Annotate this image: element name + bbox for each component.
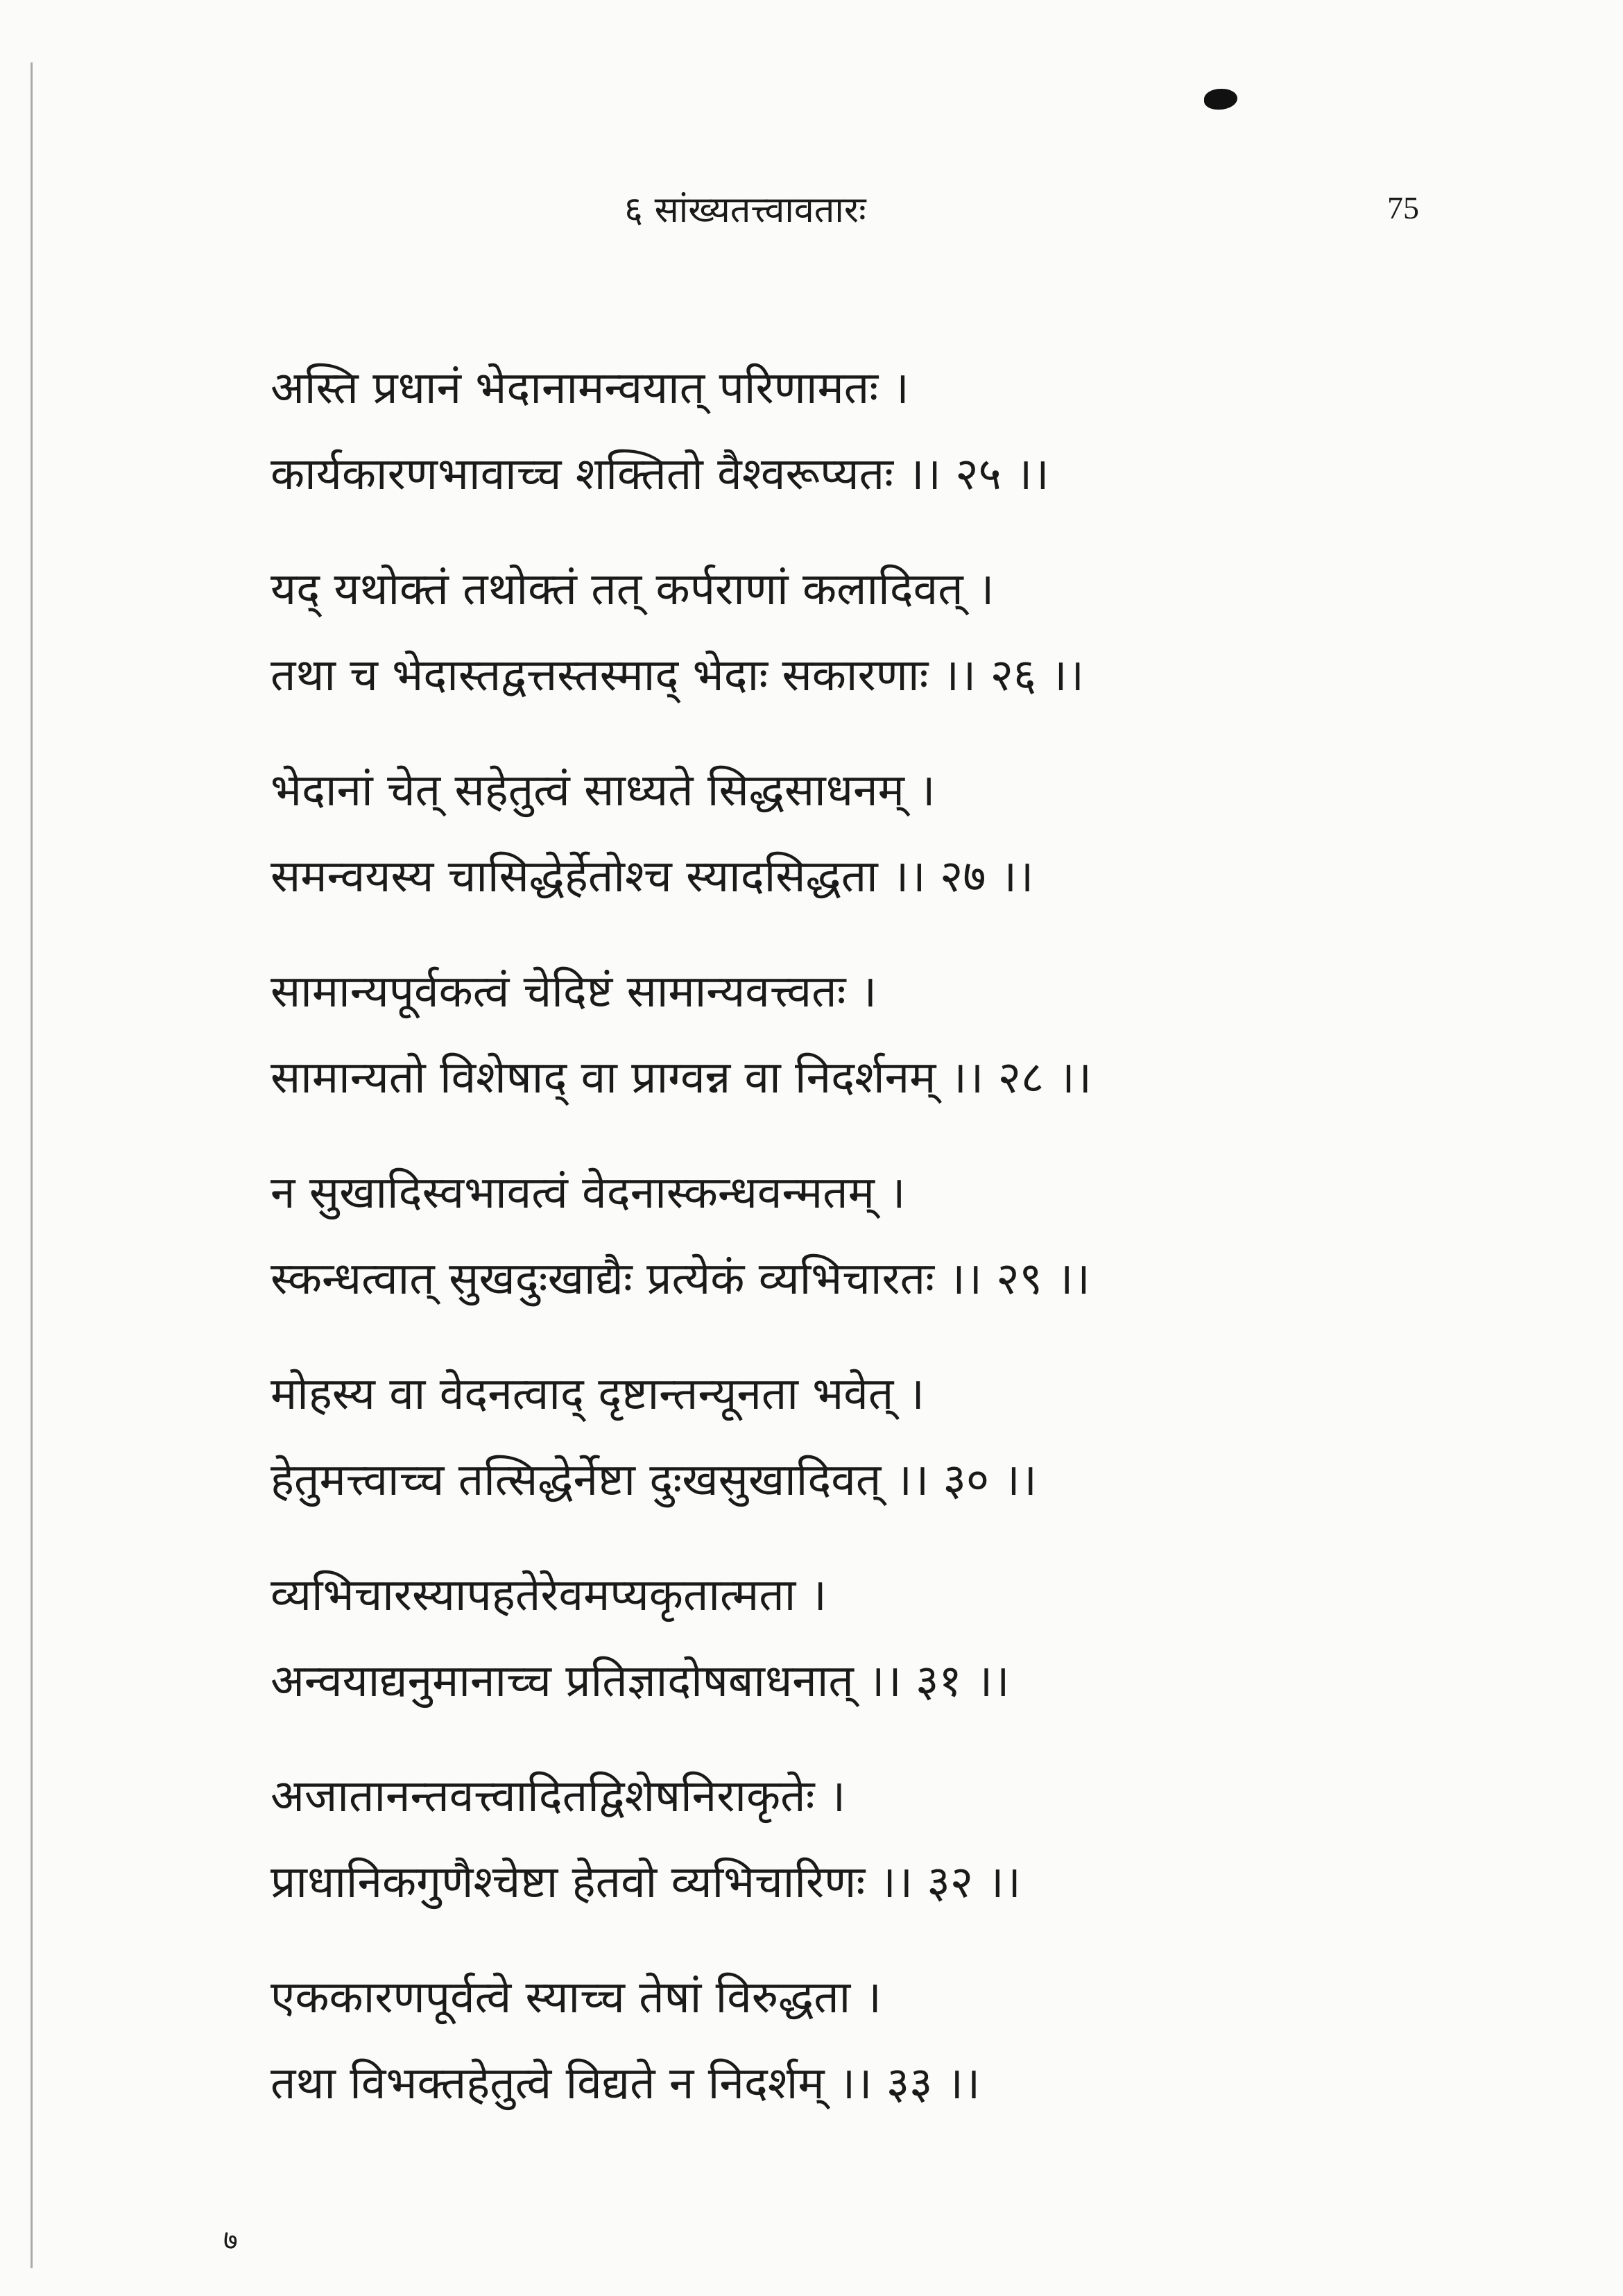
verse-line: तथा च भेदास्तद्वत्तस्तस्माद् भेदाः सकारणाः ।। २६ ।। (270, 650, 1085, 701)
verse-line: अजातानन्तवत्त्वादितद्विशेषनिराकृतेः । (270, 1771, 846, 1822)
verse-28 (270, 949, 1450, 1121)
verse-line: तथा विभक्तहेतुत्वे विद्यते न निदर्शम् ।। ३३ ।। (270, 2058, 981, 2109)
verse-29 (270, 1150, 1450, 1322)
verse-31 (270, 1552, 1450, 1724)
verse-line: न सुखादिस्वभावत्वं वेदनास्कन्धवन्मतम् । (270, 1167, 906, 1219)
verse-32 (270, 1754, 1450, 1926)
signature-mark: ७ (223, 2225, 238, 2256)
verse-line: प्राधानिकगुणैश्चेष्टा हेतवो व्यभिचारिणः ।। ३२ ।। (270, 1857, 1021, 1908)
verse-line: मोहस्य वा वेदनत्वाद् दृष्टान्तन्यूनता भवेत् । (270, 1369, 925, 1420)
verse-line: अस्ति प्रधानं भेदानामन्वयात् परिणामतः । (270, 363, 909, 414)
verse-27 (270, 748, 1450, 920)
running-header-title: ६ सांख्यतत्त्वावतारः (624, 189, 866, 231)
verse-26 (270, 547, 1450, 719)
verse-block (270, 345, 1450, 2156)
verse-line: हेतुमत्त्वाच्च तत्सिद्धेर्नेष्टा दुःखसुखादिवत् ।। ३० ।। (270, 1455, 1037, 1506)
ink-blot-mark (1204, 89, 1237, 110)
verse-line: कार्यकारणभावाच्च शक्तितो वैश्वरूप्यतः ।। २५ ।। (270, 449, 1049, 500)
verse-30 (270, 1351, 1450, 1523)
verse-line: सामान्यतो विशेषाद् वा प्राग्वन्न वा निदर्शनम् ।। २८ ।। (270, 1052, 1092, 1104)
verse-line: समन्वयस्य चासिद्धेर्हेतोश्च स्यादसिद्धता ।। २७ ।। (270, 851, 1034, 902)
verse-25 (270, 345, 1450, 517)
page-number: 75 (1387, 190, 1419, 225)
verse-33 (270, 1955, 1450, 2127)
verse-line: स्कन्धत्वात् सुखदुःखाद्यैः प्रत्येकं व्यभिचारतः ।। २९ ।। (270, 1253, 1090, 1305)
verse-line: व्यभिचारस्यापहतेरेवमप्यकृतात्मता । (270, 1570, 827, 1621)
running-header (0, 184, 1623, 246)
verse-line: एककारणपूर्वत्वे स्याच्च तेषां विरुद्धता । (270, 1972, 882, 2023)
verse-line: यद् यथोक्तं तथोक्तं तत् कर्पराणां कलादिवत् । (270, 564, 995, 615)
verse-line: सामान्यपूर्वकत्वं चेदिष्टं सामान्यवत्त्वतः । (270, 966, 877, 1018)
binding-edge-rule (31, 62, 33, 2268)
verse-line: अन्वयाद्यनुमानाच्च प्रतिज्ञादोषबाधनात् ।। ३१ ।। (270, 1656, 1010, 1707)
verse-line: भेदानां चेत् सहेतुत्वं साध्यते सिद्धसाधनम् । (270, 765, 936, 816)
